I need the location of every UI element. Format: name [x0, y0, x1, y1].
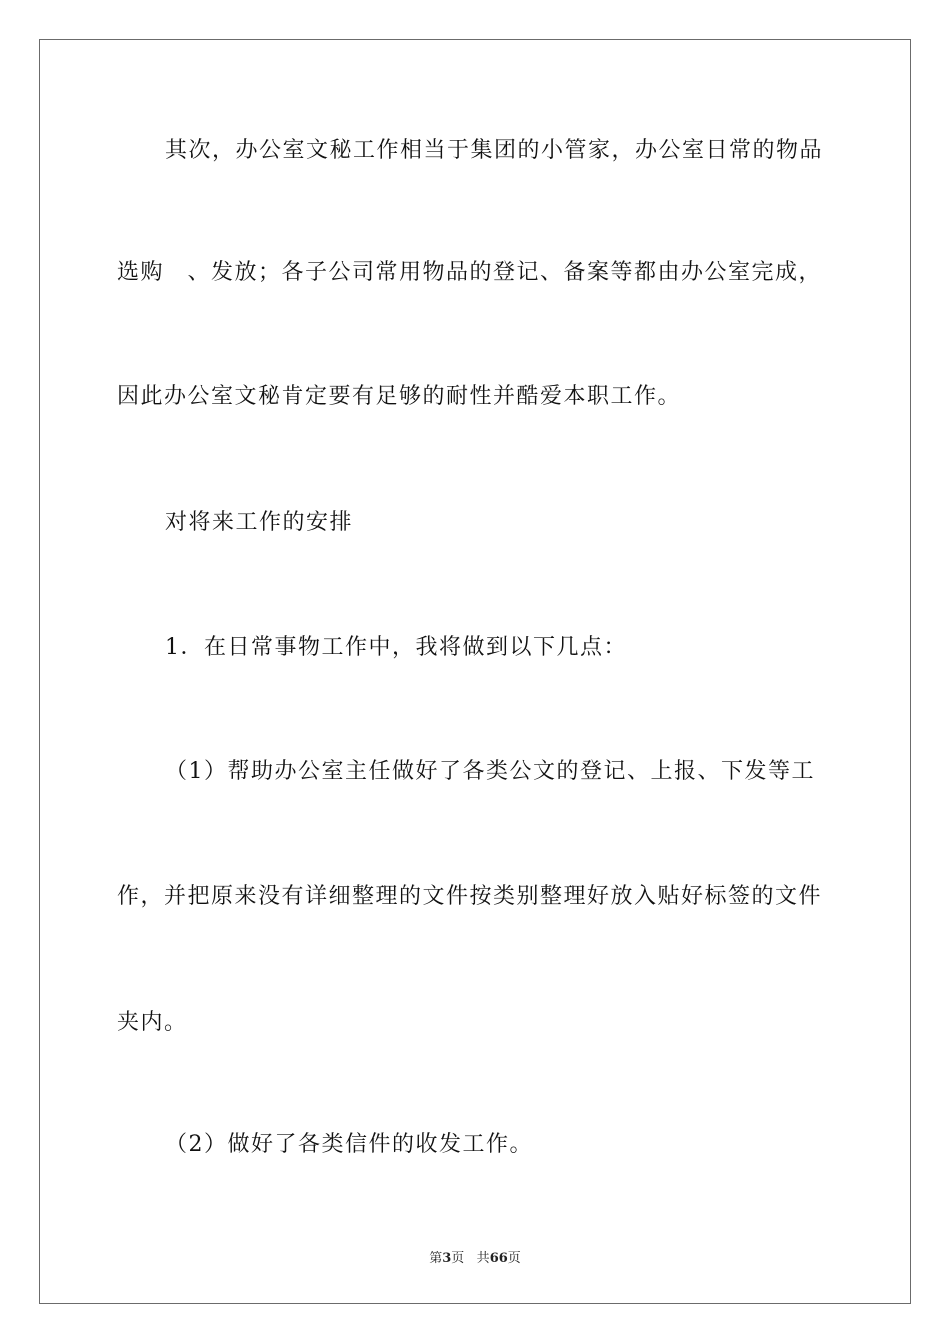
footer-prefix: 第: [429, 1251, 443, 1266]
list-item-1: 1．在日常事物工作中，我将做到以下几点：: [165, 635, 627, 660]
sub-item-2: （2）做好了各类信件的收发工作。: [165, 1132, 533, 1157]
footer-page-suffix: 页: [451, 1251, 465, 1266]
paragraph-line-2: 选购 、发放；各子公司常用物品的登记、备案等都由办公室完成，: [117, 260, 823, 285]
total-pages: 66: [489, 1251, 508, 1266]
page-number: 3: [442, 1251, 452, 1266]
sub-item-1-line-1: （1）帮助办公室主任做好了各类公文的登记、上报、下发等工: [165, 759, 815, 784]
sub-item-1-line-3: 夹内。: [117, 1010, 188, 1035]
section-heading: 对将来工作的安排: [165, 510, 354, 535]
paragraph-line-1: 其次，办公室文秘工作相当于集团的小管家，办公室日常的物品: [165, 138, 824, 163]
sub-item-1-line-2: 作，并把原来没有详细整理的文件按类别整理好放入贴好标签的文件: [117, 884, 823, 909]
footer-total-suffix: 页: [507, 1251, 521, 1266]
paragraph-line-3: 因此办公室文秘肯定要有足够的耐性并酷爱本职工作。: [117, 384, 682, 409]
page-footer: [0, 1247, 950, 1266]
footer-total-prefix: 共: [476, 1251, 490, 1266]
page-border: [39, 39, 911, 1304]
